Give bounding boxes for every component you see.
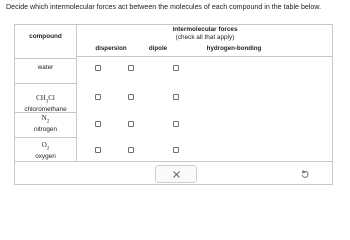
- compound-row-oxygen: [14, 141, 77, 161]
- undo-icon: [300, 169, 310, 179]
- compound-name: nitrogen: [33, 126, 58, 134]
- compound-row-nitrogen: [14, 114, 77, 134]
- checkbox-nitrogen-dispersion[interactable]: [95, 121, 101, 127]
- compound-formula: $N_2$: [41, 114, 50, 125]
- checkbox-water-dispersion[interactable]: [95, 65, 101, 71]
- checkbox-water-hydrogen-bonding[interactable]: [173, 65, 179, 71]
- checkbox-water-dipole[interactable]: [128, 65, 134, 71]
- compound-name: chloromethane: [24, 106, 67, 114]
- header-divider: [77, 56, 333, 57]
- compound-row-water: [14, 64, 77, 72]
- compound-name: water: [37, 64, 54, 71]
- clear-button[interactable]: [155, 165, 197, 183]
- x-icon: [172, 170, 181, 179]
- compound-name: oxygen: [35, 153, 56, 161]
- column-header-dipole: dipole: [148, 45, 168, 52]
- column-header-hydrogen-bonding: hydrogen-bonding: [206, 45, 262, 52]
- checkbox-chloromethane-hydrogen-bonding[interactable]: [173, 94, 179, 100]
- row-divider: [14, 137, 77, 138]
- compound-formula: $CH_3Cl$: [36, 94, 55, 105]
- column-header-dispersion: dispersion: [95, 45, 127, 52]
- forces-subtitle: (check all that apply): [175, 34, 235, 41]
- question-prompt: Decide which intermolecular forces act between the molecules of each compound in the table below.: [6, 3, 322, 11]
- compound-row-chloromethane: [14, 94, 77, 114]
- compound-formula: $O_2$: [41, 141, 50, 152]
- checkbox-nitrogen-dipole[interactable]: [128, 121, 134, 127]
- row-divider: [14, 83, 77, 84]
- reset-button[interactable]: [290, 165, 320, 183]
- forces-title: intermolecular forces: [172, 26, 238, 33]
- row-divider: [14, 58, 77, 59]
- forces-header: [77, 26, 333, 42]
- checkbox-nitrogen-hydrogen-bonding[interactable]: [173, 121, 179, 127]
- checkbox-oxygen-dipole[interactable]: [128, 147, 134, 153]
- checkbox-oxygen-dispersion[interactable]: [95, 147, 101, 153]
- compound-column-header: compound: [29, 33, 62, 40]
- checkbox-oxygen-hydrogen-bonding[interactable]: [173, 147, 179, 153]
- checkbox-chloromethane-dispersion[interactable]: [95, 94, 101, 100]
- checkbox-chloromethane-dipole[interactable]: [128, 94, 134, 100]
